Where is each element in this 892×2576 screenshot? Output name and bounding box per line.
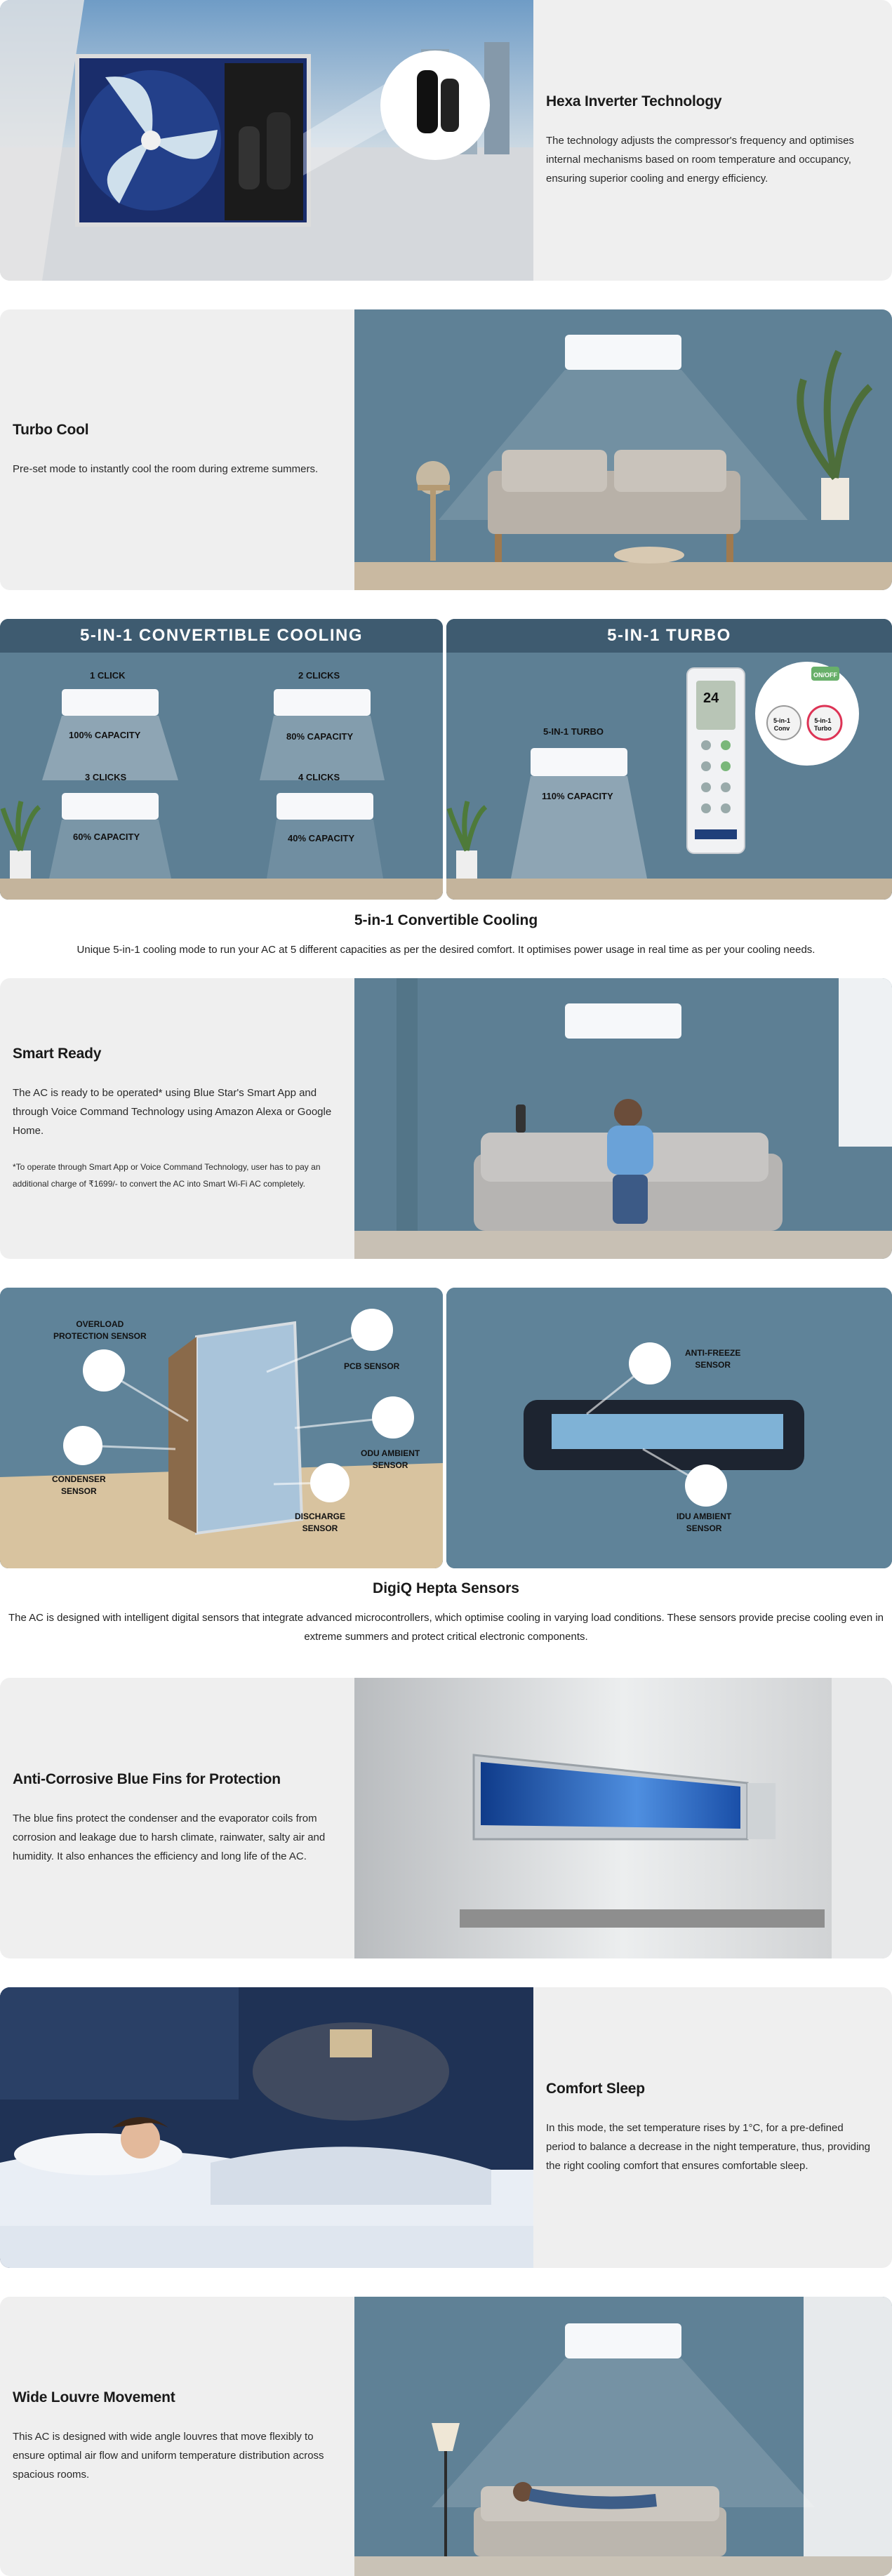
outdoor-unit-sensor-panel xyxy=(0,1288,443,1568)
smart-ready-text xyxy=(0,978,354,1259)
comfort-sleep-description: In this mode, the set temperature rises by 1°C, for a pre-defined period to balance a decrease in the night temperature, thus, providing the right cooling comfort that ensures comfortable sleep. xyxy=(546,2121,870,2172)
condenser-sensor-label: CONDENSER SENSOR xyxy=(52,1474,106,1496)
turbo-mode-banner: 5-IN-1 TURBO xyxy=(446,619,892,653)
remote-turbo-button: 5-in-1 Turbo xyxy=(814,717,832,732)
wide-louvre-title: Wide Louvre Movement xyxy=(13,2389,175,2405)
overload-sensor-label: OVERLOAD PROTECTION SENSOR xyxy=(53,1319,147,1341)
blue-fins-section xyxy=(0,1678,892,1958)
hexa-inverter-text xyxy=(533,0,892,281)
hexa-inverter-title: Hexa Inverter Technology xyxy=(546,93,722,109)
convertible-cooling-panel xyxy=(0,619,443,900)
sensor-panels xyxy=(0,1288,892,1568)
hexa-inverter-section xyxy=(0,0,892,281)
hexa-inverter-image xyxy=(0,0,533,281)
idu-ambient-sensor-label: IDU AMBIENT SENSOR xyxy=(677,1511,732,1533)
smart-ready-section xyxy=(0,978,892,1259)
smart-ready-description: The AC is ready to be operated* using Blue Star's Smart App and through Voice Command Technology using Amazon Alexa or Google Home. xyxy=(13,1086,332,1137)
turbo-mode-panel xyxy=(446,619,892,900)
comfort-sleep-text xyxy=(533,1987,892,2268)
convertible-cooling-panels xyxy=(0,619,892,900)
anti-freeze-sensor-label: ANTI-FREEZE SENSOR xyxy=(685,1348,741,1370)
convertible-cooling-caption xyxy=(0,912,892,959)
comfort-sleep-title: Comfort Sleep xyxy=(546,2080,645,2097)
hexa-inverter-description: The technology adjusts the compressor's frequency and optimises internal mechanisms based on room temperature and occupancy, ensuring superior cooling and energy efficiency. xyxy=(546,134,854,185)
smart-ready-image xyxy=(354,978,892,1259)
remote-temperature-readout: 24 xyxy=(703,690,719,706)
one-click-label: 1 CLICK xyxy=(90,670,126,681)
capacity-40-label: 40% CAPACITY xyxy=(288,833,355,843)
capacity-100-label: 100% CAPACITY xyxy=(69,730,141,740)
blue-fins-description: The blue fins protect the condenser and the evaporator coils from corrosion and leakage due to harsh climate, rainwater, salty air and humidity. It also enhances the efficiency and long life of the AC. xyxy=(13,1812,326,1862)
smart-ready-footnote: *To operate through Smart App or Voice Command Technology, user has to pay an additional charge of ₹1699/- to convert the AC into Smart Wi-Fi AC completely. xyxy=(13,1161,321,1189)
odu-ambient-sensor-label: ODU AMBIENT SENSOR xyxy=(361,1448,420,1470)
smart-ready-title: Smart Ready xyxy=(13,1045,102,1062)
convertible-cooling-banner: 5-IN-1 CONVERTIBLE COOLING xyxy=(0,619,443,653)
comfort-sleep-section xyxy=(0,1987,892,2268)
discharge-sensor-label: DISCHARGE SENSOR xyxy=(295,1511,346,1533)
wide-louvre-text xyxy=(0,2297,354,2576)
pcb-sensor-label: PCB SENSOR xyxy=(344,1361,400,1371)
sensors-caption xyxy=(0,1580,892,1646)
four-clicks-label: 4 CLICKS xyxy=(298,772,340,782)
three-clicks-label: 3 CLICKS xyxy=(85,772,127,782)
turbo-cool-section xyxy=(0,309,892,590)
capacity-110-label: 110% CAPACITY xyxy=(542,791,613,801)
two-clicks-label: 2 CLICKS xyxy=(298,670,340,681)
turbo-cool-description: Pre-set mode to instantly cool the room during extreme summers. xyxy=(13,462,319,475)
blue-fins-text xyxy=(0,1678,354,1958)
blue-fins-title: Anti-Corrosive Blue Fins for Protection xyxy=(13,1770,281,1787)
turbo-cool-text xyxy=(0,309,354,590)
turbo-cool-image xyxy=(354,309,892,590)
convertible-cooling-title: 5-in-1 Convertible Cooling xyxy=(354,912,538,928)
turbo-mode-label: 5-IN-1 TURBO xyxy=(543,726,604,737)
capacity-80-label: 80% CAPACITY xyxy=(286,731,354,742)
sensors-title: DigiQ Hepta Sensors xyxy=(373,1580,519,1596)
wide-louvre-image xyxy=(354,2297,892,2576)
turbo-cool-title: Turbo Cool xyxy=(13,421,89,438)
remote-conv-button: 5-in-1 Conv xyxy=(773,717,791,732)
capacity-60-label: 60% CAPACITY xyxy=(73,832,140,842)
indoor-unit-sensor-panel xyxy=(446,1288,892,1568)
remote-power-button: ON/OFF xyxy=(813,672,837,679)
comfort-sleep-image xyxy=(0,1987,533,2268)
wide-louvre-section xyxy=(0,2297,892,2576)
wide-louvre-description: This AC is designed with wide angle louvres that move flexibly to ensure optimal air flow and uniform temperature distribution across spacious rooms. xyxy=(13,2430,324,2481)
blue-fins-image xyxy=(354,1678,892,1958)
convertible-cooling-description: Unique 5-in-1 cooling mode to run your AC at 5 different capacities as per the desired comfort. It optimises power usage in real time as per your cooling needs. xyxy=(76,944,816,956)
sensors-description: The AC is designed with intelligent digital sensors that integrate advanced microcontrollers, which optimise cooling in varying load conditions. These sensors provide precise cooling even in extreme summers and protect critical electronic components. xyxy=(8,1612,884,1643)
